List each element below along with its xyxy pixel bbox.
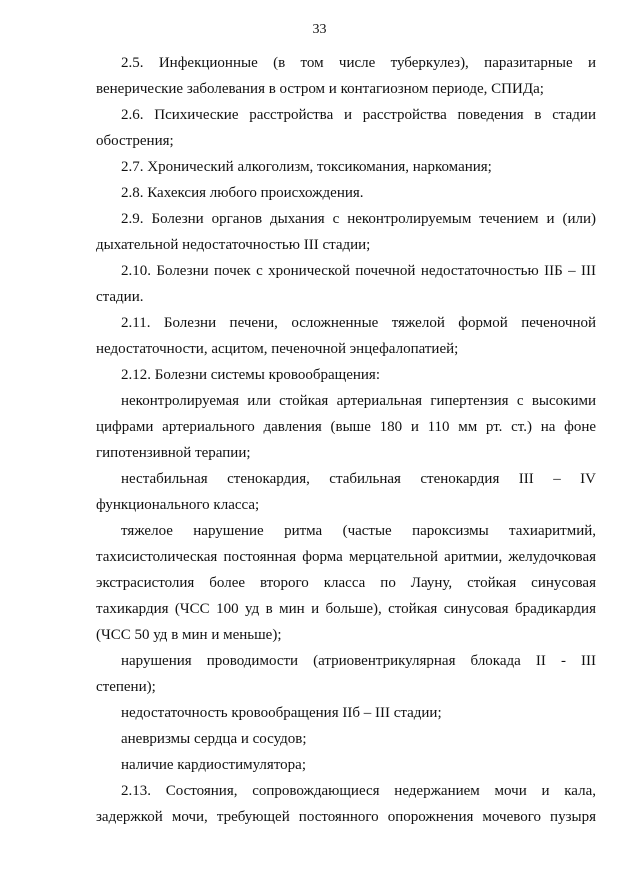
text-line: 2.5. Инфекционные (в том числе туберкулез), паразитарные и: [121, 55, 596, 71]
text-line: обострения;: [96, 133, 174, 149]
text-line: дыхательной недостаточностью III стадии;: [96, 237, 371, 253]
text-line: 2.7. Хронический алкоголизм, токсикомания, наркомания;: [121, 159, 492, 175]
text-line: нарушения проводимости (атриовентрикулярная блокада II - III: [121, 653, 596, 669]
text-line: 2.6. Психические расстройства и расстройства поведения в стадии: [121, 107, 596, 123]
page-number: 33: [312, 22, 327, 37]
text-line: 2.13. Состояния, сопровождающиеся недержанием мочи и кала,: [121, 783, 596, 799]
text-line: нестабильная стенокардия, стабильная стенокардия III – IV: [121, 471, 596, 487]
text-line: экстрасистолия более второго класса по Лауну, стойкая синусовая: [96, 575, 596, 591]
text-line: (ЧСС 50 уд в мин и меньше);: [96, 627, 282, 643]
text-line: тахисистолическая постоянная форма мерцательной аритмии, желудочковая: [96, 549, 596, 565]
text-line: гипотензивной терапии;: [96, 445, 251, 461]
text-line: задержкой мочи, требующей постоянного опорожнения мочевого пузыря: [96, 809, 596, 825]
text-line: 2.10. Болезни почек с хронической почечной недостаточностью IIБ – III: [121, 263, 596, 279]
text-line: тахикардия (ЧСС 100 уд в мин и больше), стойкая синусовая брадикардия: [96, 601, 596, 617]
text-line: недостаточности, асцитом, печеночной энцефалопатией;: [96, 341, 459, 357]
text-line: 2.12. Болезни системы кровообращения:: [121, 367, 380, 383]
text-line: степени);: [96, 679, 156, 695]
text-line: функционального класса;: [96, 497, 260, 513]
text-line: 2.11. Болезни печени, осложненные тяжелой формой печеночной: [121, 315, 596, 331]
text-line: 2.9. Болезни органов дыхания с неконтролируемым течением и (или): [121, 211, 596, 227]
text-line: тяжелое нарушение ритма (частые пароксизмы тахиаритмий,: [121, 523, 596, 539]
text-line: стадии.: [96, 289, 144, 305]
text-line: аневризмы сердца и сосудов;: [121, 731, 307, 747]
text-line: 2.8. Кахексия любого происхождения.: [121, 185, 364, 201]
text-line: наличие кардиостимулятора;: [121, 757, 307, 773]
text-line: цифрами артериального давления (выше 180 и 110 мм рт. ст.) на фоне: [96, 419, 596, 435]
text-line: венерические заболевания в остром и контагиозном периоде, СПИДа;: [96, 81, 544, 97]
text-line: недостаточность кровообращения IIб – III стадии;: [121, 705, 442, 721]
text-line: неконтролируемая или стойкая артериальная гипертензия с высокими: [121, 393, 596, 409]
